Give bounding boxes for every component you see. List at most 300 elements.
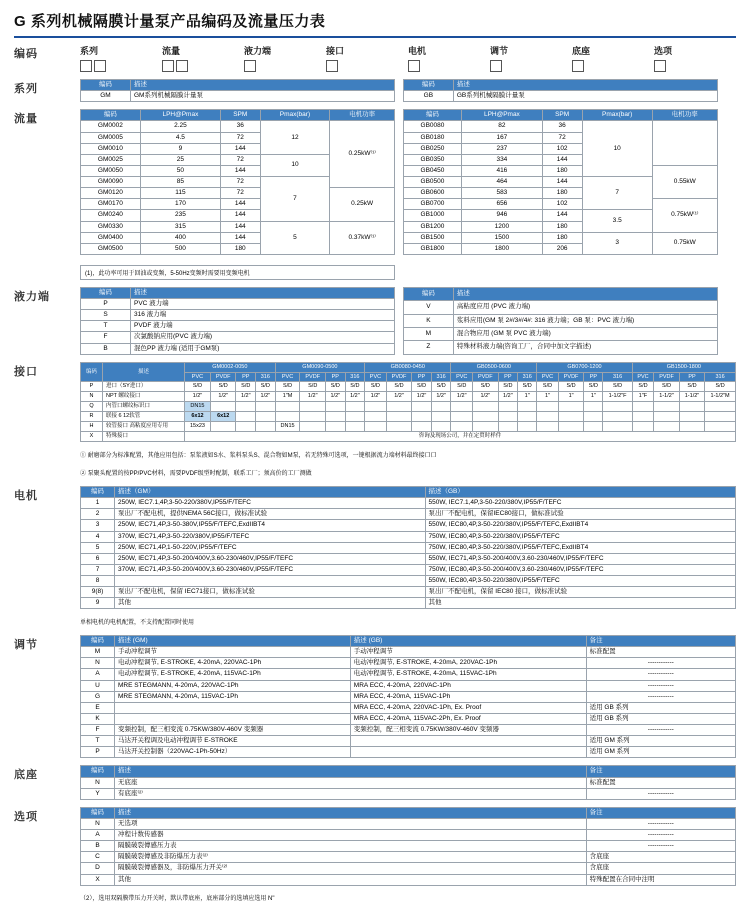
cell-desc: 内管口螺纹标识口 bbox=[103, 402, 185, 412]
cell-code: Q bbox=[81, 402, 103, 412]
cell-lph: 237 bbox=[462, 143, 543, 154]
cell-code: T bbox=[81, 736, 115, 747]
cell-val bbox=[603, 421, 632, 431]
cell-code: U bbox=[81, 680, 115, 691]
cell-val bbox=[632, 421, 654, 431]
cell-val bbox=[705, 421, 736, 431]
cell-val bbox=[431, 402, 451, 412]
cell-code: C bbox=[81, 852, 115, 863]
cell-spm: 180 bbox=[542, 221, 582, 232]
code-cell-name: 流量 bbox=[162, 46, 181, 56]
cell-val bbox=[275, 402, 300, 412]
flow-gb-table bbox=[403, 109, 718, 255]
cell-lph: 1500 bbox=[462, 232, 543, 243]
cell-val bbox=[210, 421, 236, 431]
cell-val: 1/2" bbox=[326, 392, 346, 402]
table-row bbox=[81, 343, 395, 354]
cell-val: S/D bbox=[386, 382, 412, 392]
cell-code: GM0500 bbox=[81, 243, 141, 254]
table-row bbox=[81, 680, 736, 691]
cell-code: 6 bbox=[81, 553, 115, 564]
cell-gm: 马达开关控制器（220VAC-1Ph-50Hz） bbox=[115, 747, 351, 758]
col-pvc: PVC bbox=[275, 372, 300, 382]
cell-spm: 144 bbox=[542, 177, 582, 188]
cell-remark: ------------ bbox=[586, 658, 735, 669]
cell-val bbox=[537, 402, 559, 412]
cell-pmax: 10 bbox=[582, 121, 652, 177]
cell-val bbox=[584, 412, 603, 422]
cell-val bbox=[498, 421, 518, 431]
code-box[interactable] bbox=[490, 60, 502, 72]
table-row bbox=[81, 553, 736, 564]
table-row bbox=[81, 863, 736, 874]
cell-lph: 170 bbox=[140, 199, 220, 210]
cell-remark: 适用 GB 系列 bbox=[586, 702, 735, 713]
cell-code: GM0170 bbox=[81, 199, 141, 210]
cell-code: E bbox=[81, 702, 115, 713]
col-pvdf: PVDF bbox=[654, 372, 680, 382]
table-row bbox=[81, 788, 736, 799]
cell-val bbox=[300, 421, 326, 431]
cell-power: 0.75kW⁽¹⁾ bbox=[652, 199, 717, 232]
cell-spm: 72 bbox=[221, 177, 260, 188]
cell-code: GB0700 bbox=[403, 199, 461, 210]
code-boxes bbox=[654, 60, 736, 72]
cell-val: S/D bbox=[537, 382, 559, 392]
cell-gm: 电动冲程调节, E-STROKE, 4-20mA, 220VAC-1Ph bbox=[115, 658, 351, 669]
cell-remark: 特殊配置在合同中注明 bbox=[586, 874, 735, 885]
table-row bbox=[403, 165, 717, 176]
connection-note-1: ① 耐磨部分为标准配置，其他应用包括：泵浆液如S水、浆料泵头S、混合物如M泵，若无特殊可选项，一键根据流力端材料最终接口口 bbox=[80, 452, 437, 459]
col-pmax: Pmax(bar) bbox=[582, 110, 652, 121]
col-desc: 描述 bbox=[453, 287, 717, 300]
cell-remark: 含底座 bbox=[586, 863, 735, 874]
cell-val bbox=[584, 402, 603, 412]
col-316: 316 bbox=[345, 372, 365, 382]
base-label: 底座 bbox=[14, 769, 38, 782]
cell-gb: 750W, IEC80,4P,3-50-220/380V,IP55/F/TEFC,ExdIIBT4 bbox=[425, 542, 736, 553]
cell-spm: 72 bbox=[542, 132, 582, 143]
cell-val: S/D bbox=[679, 382, 704, 392]
col-pvc: PVC bbox=[537, 372, 559, 382]
cell-lph: 1200 bbox=[462, 221, 543, 232]
liquid-end-label: 液力端 bbox=[14, 290, 50, 303]
cell-code: K bbox=[403, 314, 453, 327]
cell-desc: 隔膜破裂傳感及非防爆压力表⁽²⁾ bbox=[115, 852, 587, 863]
table-row bbox=[81, 299, 395, 310]
cell-code: GM0240 bbox=[81, 210, 141, 221]
cell-remark: 标准配置 bbox=[586, 777, 735, 788]
cell-code: GM bbox=[81, 91, 131, 102]
cell-code: GB0350 bbox=[403, 154, 461, 165]
col-code: 编码 bbox=[81, 766, 115, 777]
table-header-row bbox=[81, 287, 395, 298]
cell-desc: 联接 6 12软管 bbox=[103, 412, 185, 422]
cell-val bbox=[654, 412, 680, 422]
col-desc-gm: 描述（GM） bbox=[115, 487, 426, 498]
cell-val bbox=[300, 412, 326, 422]
col-remark: 备注 bbox=[586, 807, 735, 818]
cell-lph: 583 bbox=[462, 188, 543, 199]
cell-val: 1-1/2"M bbox=[705, 392, 736, 402]
cell-lph: 416 bbox=[462, 165, 543, 176]
base-row bbox=[14, 765, 736, 799]
table-row bbox=[81, 520, 736, 531]
cell-gb: 550W, IEC80,4P,3-50-220/380V,IP55/F/TEFC bbox=[425, 576, 736, 587]
table-row bbox=[81, 402, 736, 412]
table-row bbox=[403, 327, 717, 340]
cell-power: 0.25kW bbox=[330, 188, 394, 221]
cell-val bbox=[451, 412, 473, 422]
cell-val bbox=[705, 402, 736, 412]
table-header-row bbox=[403, 110, 717, 121]
cell-code: Z bbox=[403, 341, 453, 354]
cell-gb: 电动冲程调节, E-STROKE, 4-20mA, 115VAC-1Ph bbox=[350, 669, 586, 680]
table-row bbox=[81, 509, 736, 520]
cell-val bbox=[431, 412, 451, 422]
cell-val bbox=[654, 402, 680, 412]
cell-desc: 有底座⁽²⁾ bbox=[115, 788, 587, 799]
cell-val: 1/2" bbox=[210, 392, 236, 402]
cell-val: 1-1/2" bbox=[654, 392, 680, 402]
cell-desc: 无底座 bbox=[115, 777, 587, 788]
table-row bbox=[81, 310, 395, 321]
cell-code: R bbox=[81, 412, 103, 422]
code-cell-name: 调节 bbox=[490, 46, 509, 56]
cell-val: DN15 bbox=[185, 402, 211, 412]
cell-desc: 次氯酸钠应用(PVC 液力端) bbox=[131, 332, 395, 343]
cell-val bbox=[518, 402, 537, 412]
cell-desc: PVC 液力端 bbox=[131, 299, 395, 310]
flow-row bbox=[14, 109, 736, 280]
table-row bbox=[81, 818, 736, 829]
cell-val: S/D bbox=[300, 382, 326, 392]
col-316: 316 bbox=[603, 372, 632, 382]
cell-val: 1/2" bbox=[300, 392, 326, 402]
cell-val bbox=[654, 421, 680, 431]
cell-val bbox=[558, 402, 584, 412]
code-strip-label: 编码 bbox=[14, 48, 38, 60]
cell-gb: 550W, IEC7.1,4P,3-50-220/380V,IP55/F/TEFC bbox=[425, 498, 736, 509]
cell-desc: PVDF 液力端 bbox=[131, 321, 395, 332]
series-gm-table bbox=[80, 79, 395, 102]
code-cell-name: 系列 bbox=[80, 46, 99, 56]
cell-gm: 250W, IEC71,4P,1-50-220V,IP55/F/TEFC bbox=[115, 542, 426, 553]
table-row bbox=[403, 91, 717, 102]
cell-val bbox=[386, 402, 412, 412]
cell-code: GB1800 bbox=[403, 243, 461, 254]
table-header-row bbox=[81, 80, 395, 91]
code-cell-name: 底座 bbox=[572, 46, 591, 56]
cell-gb: 550W, IEC71,4P,3-50-200/400V,3.60-230/460V,IP55/F/TEFC bbox=[425, 553, 736, 564]
cell-desc: 浆料应用(GM 泵 2#/3#/4#: 316 液力端；GB 泵：PVC 液力端) bbox=[453, 314, 717, 327]
code-box[interactable] bbox=[94, 60, 106, 72]
cell-code: Y bbox=[81, 788, 115, 799]
cell-gb: 电动冲程调节, E-STROKE, 4-20mA, 220VAC-1Ph bbox=[350, 658, 586, 669]
cell-code: N bbox=[81, 818, 115, 829]
cell-pmax: 5 bbox=[260, 221, 330, 254]
cell-val bbox=[632, 412, 654, 422]
cell-code: GM0002 bbox=[81, 121, 141, 132]
col-316: 316 bbox=[256, 372, 276, 382]
cell-desc: 其他 bbox=[115, 874, 587, 885]
cell-val bbox=[236, 421, 256, 431]
cell-desc: 特殊接口 bbox=[103, 431, 185, 441]
cell-val: 1/2" bbox=[498, 392, 518, 402]
code-box[interactable] bbox=[176, 60, 188, 72]
cell-gm: 其他 bbox=[115, 598, 426, 609]
cell-val: 1"M bbox=[275, 392, 300, 402]
code-box[interactable] bbox=[244, 60, 256, 72]
table-row bbox=[81, 576, 736, 587]
cell-val bbox=[679, 402, 704, 412]
cell-code: A bbox=[81, 669, 115, 680]
connection-label: 接口 bbox=[14, 365, 38, 378]
cell-val: 1" bbox=[584, 392, 603, 402]
table-row bbox=[403, 199, 717, 210]
cell-spm: 102 bbox=[542, 143, 582, 154]
cell-gb bbox=[350, 736, 586, 747]
cell-val bbox=[518, 421, 537, 431]
cell-code: GB1200 bbox=[403, 221, 461, 232]
table-row bbox=[403, 341, 717, 354]
col-316: 316 bbox=[431, 372, 451, 382]
cell-val: DN15 bbox=[275, 421, 300, 431]
col-code: 编码 bbox=[81, 636, 115, 647]
cell-val: 1" bbox=[537, 392, 559, 402]
cell-lph: 500 bbox=[140, 243, 220, 254]
cell-lph: 82 bbox=[462, 121, 543, 132]
cell-desc: GB系列机械隔膜计量泵 bbox=[453, 91, 717, 102]
cell-code: 5 bbox=[81, 542, 115, 553]
cell-lph: 656 bbox=[462, 199, 543, 210]
cell-code: B bbox=[81, 343, 131, 354]
code-box[interactable] bbox=[408, 60, 420, 72]
cell-code: 2 bbox=[81, 509, 115, 520]
cell-lph: 115 bbox=[140, 188, 220, 199]
cell-code: P bbox=[81, 299, 131, 310]
cell-gb: 其他 bbox=[425, 598, 736, 609]
col-power: 电机功率 bbox=[330, 110, 394, 121]
cell-remark: 适用 GB 系列 bbox=[586, 713, 735, 724]
cell-desc: 无选项 bbox=[115, 818, 587, 829]
cell-val: 1/2" bbox=[256, 392, 276, 402]
cell-val bbox=[256, 402, 276, 412]
cell-remark: ------------ bbox=[586, 691, 735, 702]
table-row bbox=[81, 531, 736, 542]
code-cell-option bbox=[654, 44, 736, 72]
cell-val: S/D bbox=[632, 382, 654, 392]
cell-desc: 混色PP 液力端 (适用于GM泵) bbox=[131, 343, 395, 354]
cell-spm: 72 bbox=[221, 188, 260, 199]
col-desc: 描述 bbox=[453, 80, 717, 91]
col-group-2: GM0090-0500 bbox=[275, 362, 365, 372]
table-row bbox=[81, 702, 736, 713]
cell-gm: 电动冲程调节, E-STROKE, 4-20mA, 115VAC-1Ph bbox=[115, 669, 351, 680]
cell-remark: 适用 GM 系列 bbox=[586, 736, 735, 747]
code-boxes bbox=[162, 60, 244, 72]
cell-val bbox=[679, 421, 704, 431]
cell-val: S/D bbox=[210, 382, 236, 392]
cell-val bbox=[210, 402, 236, 412]
cell-val bbox=[705, 412, 736, 422]
cell-lph: 946 bbox=[462, 210, 543, 221]
cell-pmax: 7 bbox=[260, 177, 330, 222]
cell-pmax: 12 bbox=[260, 121, 330, 154]
table-row bbox=[403, 314, 717, 327]
table-row bbox=[81, 91, 395, 102]
cell-code: X bbox=[81, 431, 103, 441]
col-code: 编码 bbox=[403, 80, 453, 91]
table-row bbox=[81, 725, 736, 736]
code-boxes bbox=[80, 60, 162, 72]
col-pp: PP bbox=[326, 372, 346, 382]
cell-val bbox=[473, 412, 499, 422]
cell-desc: 较管接口 高粘度应用专用 bbox=[103, 421, 185, 431]
col-code: 编码 bbox=[81, 362, 103, 382]
cell-val: 1"F bbox=[632, 392, 654, 402]
cell-code: GM0010 bbox=[81, 143, 141, 154]
cell-remark: ------------ bbox=[586, 725, 735, 736]
cell-code: GM0050 bbox=[81, 165, 141, 176]
code-box[interactable] bbox=[326, 60, 338, 72]
cell-gb: 手动冲程调节 bbox=[350, 647, 586, 658]
cell-val: S/D bbox=[518, 382, 537, 392]
cell-desc: 进口（SY进口） bbox=[103, 382, 185, 392]
flow-gm-note: (1)，此功率可用于回油或变频，5-50Hz变频时需要用变频电机 bbox=[80, 265, 395, 280]
code-boxes bbox=[326, 60, 408, 72]
connection-table bbox=[80, 362, 736, 442]
table-row bbox=[403, 301, 717, 314]
col-power: 电机功率 bbox=[652, 110, 717, 121]
motor-note: 单相电机的电机配置，不支持配置同时使用 bbox=[80, 620, 195, 627]
col-desc: 描述 bbox=[115, 807, 587, 818]
cell-code: F bbox=[81, 725, 115, 736]
cell-gm: 马达开关程调及电动冲程调节 E-STROKE bbox=[115, 736, 351, 747]
code-box[interactable] bbox=[654, 60, 666, 72]
cell-val: 1" bbox=[558, 392, 584, 402]
cell-val bbox=[537, 412, 559, 422]
cell-code: GB0250 bbox=[403, 143, 461, 154]
cell-val bbox=[451, 402, 473, 412]
col-pp: PP bbox=[236, 372, 256, 382]
cell-gb: 泵出厂不配电机，保留IEC80接口，做标准试验 bbox=[425, 509, 736, 520]
cell-code: A bbox=[81, 830, 115, 841]
cell-code: GM0090 bbox=[81, 177, 141, 188]
col-pp: PP bbox=[679, 372, 704, 382]
cell-pmax: 10 bbox=[260, 154, 330, 176]
cell-gb: MRA ECC, 4-20mA, 115VAC-1Ph bbox=[350, 691, 586, 702]
cell-gm: 370W, IEC71,4P,3-50-220/380V,IP55/F/TEFC bbox=[115, 531, 426, 542]
cell-lph: 1800 bbox=[462, 243, 543, 254]
cell-code: GM0120 bbox=[81, 188, 141, 199]
cell-val: 1/2" bbox=[431, 392, 451, 402]
cell-code: P bbox=[81, 382, 103, 392]
cell-code: GB0080 bbox=[403, 121, 461, 132]
cell-remark: ------------ bbox=[586, 818, 735, 829]
cell-code: X bbox=[81, 874, 115, 885]
cell-code: GB1500 bbox=[403, 232, 461, 243]
col-group-3: GB0080-0450 bbox=[365, 362, 451, 372]
cell-code: 8 bbox=[81, 576, 115, 587]
cell-code: 4 bbox=[81, 531, 115, 542]
cell-val: 1/2" bbox=[185, 392, 211, 402]
cell-code: 9 bbox=[81, 598, 115, 609]
cell-spm: 72 bbox=[221, 132, 260, 143]
cell-val bbox=[473, 421, 499, 431]
code-cell-base bbox=[572, 44, 654, 72]
cell-gm: 250W, IEC7.1,4P,3-50-220/380V,IP55/F/TEFC bbox=[115, 498, 426, 509]
cell-spm: 206 bbox=[542, 243, 582, 254]
cell-remark: ------------ bbox=[586, 669, 735, 680]
code-box[interactable] bbox=[80, 60, 92, 72]
table-row bbox=[81, 587, 736, 598]
cell-code: K bbox=[81, 713, 115, 724]
cell-val bbox=[451, 421, 473, 431]
cell-val bbox=[386, 412, 412, 422]
cell-gm: MRE STEGMANN, 4-20mA, 115VAC-1Ph bbox=[115, 691, 351, 702]
cell-pmax: 3 bbox=[582, 232, 652, 254]
cell-code: GB0450 bbox=[403, 165, 461, 176]
col-pvc: PVC bbox=[185, 372, 211, 382]
table-row bbox=[81, 188, 395, 199]
cell-val bbox=[412, 412, 432, 422]
cell-code: GB0180 bbox=[403, 132, 461, 143]
cell-gb: 750W, IEC80,4P,3-50-220/380V,IP55/F/TEFC bbox=[425, 531, 736, 542]
col-pvdf: PVDF bbox=[473, 372, 499, 382]
col-pvdf: PVDF bbox=[210, 372, 236, 382]
cell-val: S/D bbox=[275, 382, 300, 392]
code-box[interactable] bbox=[572, 60, 584, 72]
col-desc: 描述 bbox=[103, 362, 185, 382]
cell-val bbox=[300, 402, 326, 412]
cell-val: S/D bbox=[236, 382, 256, 392]
code-cell-name: 电机 bbox=[408, 46, 427, 56]
cell-val bbox=[236, 412, 256, 422]
col-group-1: GM0002-0050 bbox=[185, 362, 276, 372]
cell-val: 1/2" bbox=[365, 392, 387, 402]
cell-gb: MRA ECC, 4-20mA, 115VAC-2Ph, Ex. Proof bbox=[350, 713, 586, 724]
cell-val: 1-1/2"F bbox=[603, 392, 632, 402]
cell-code: 7 bbox=[81, 564, 115, 575]
cell-gm: 250W, IEC71,4P,3-50-380V,IP55/F/TEFC,ExdIIBT4 bbox=[115, 520, 426, 531]
col-pvdf: PVDF bbox=[300, 372, 326, 382]
cell-val bbox=[256, 412, 276, 422]
col-code: 编码 bbox=[81, 80, 131, 91]
cell-power: 0.55kW bbox=[652, 165, 717, 198]
cell-code: GB1000 bbox=[403, 210, 461, 221]
col-desc: 描述 bbox=[131, 287, 395, 298]
code-cell-name: 接口 bbox=[326, 46, 345, 56]
cell-val bbox=[431, 421, 451, 431]
code-box[interactable] bbox=[162, 60, 174, 72]
col-316: 316 bbox=[705, 372, 736, 382]
cell-val: S/D bbox=[584, 382, 603, 392]
cell-val: S/D bbox=[256, 382, 276, 392]
code-cell-name: 选项 bbox=[654, 46, 673, 56]
cell-spm: 102 bbox=[542, 199, 582, 210]
cell-code: GB0600 bbox=[403, 188, 461, 199]
cell-code: 9(8) bbox=[81, 587, 115, 598]
cell-val bbox=[365, 412, 387, 422]
cell-desc: 高粘度应用 (PVC 液力端) bbox=[453, 301, 717, 314]
cell-code: GB bbox=[403, 91, 453, 102]
option-label: 选项 bbox=[14, 810, 38, 823]
code-boxes bbox=[490, 60, 572, 72]
col-pp: PP bbox=[498, 372, 518, 382]
cell-val bbox=[498, 402, 518, 412]
table-row bbox=[81, 431, 736, 441]
